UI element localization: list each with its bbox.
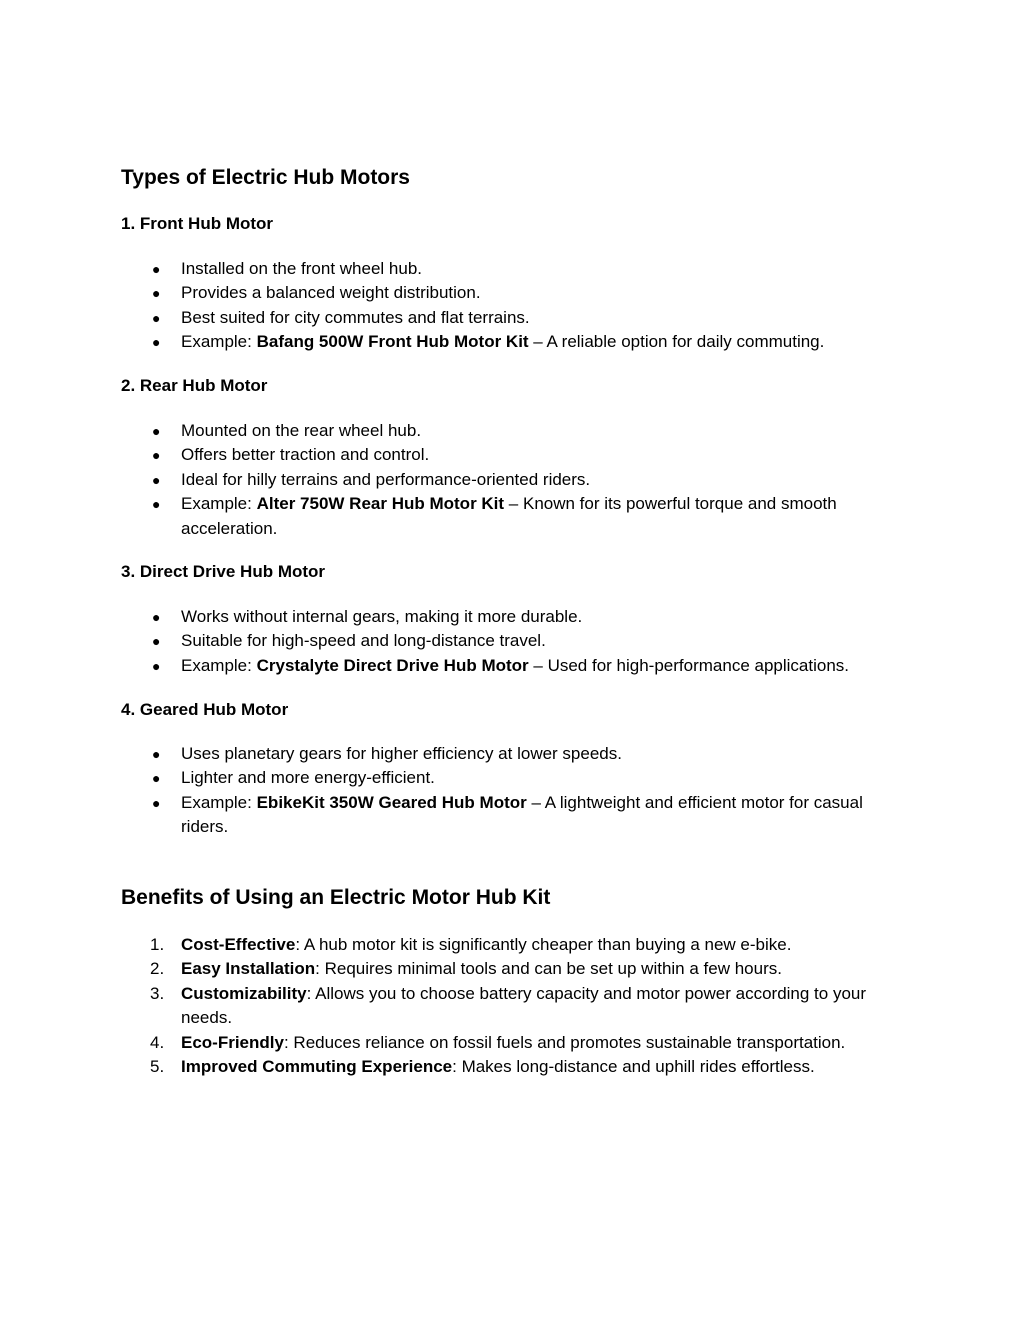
list-number: 4. xyxy=(150,1032,165,1052)
subheading-front-hub-motor: 1. Front Hub Motor xyxy=(121,214,274,233)
list-front-hub-motor xyxy=(0,257,1024,355)
list-item-example: ● Example: EbikeKit 350W Geared Hub Motor – A lightweight and efficient motor for casual riders. xyxy=(152,792,863,837)
bullet-icon: ● xyxy=(152,285,161,302)
list-item: ● Mounted on the rear wheel hub. xyxy=(0,419,911,443)
bullet-icon: ● xyxy=(152,496,161,513)
numbered-list-item: 3. Customizability: Allows you to choose battery capacity and motor power according to your needs. xyxy=(150,983,867,1028)
list-item: ● Uses planetary gears for higher efficiency at lower speeds. xyxy=(0,742,911,766)
bullet-icon: ● xyxy=(152,423,161,439)
numbered-list-item: 5. Improved Commuting Experience: Makes long-distance and uphill rides effortless. xyxy=(0,1055,911,1079)
list-number: 1. xyxy=(150,935,165,954)
product-name: Alter 750W Rear Hub Motor Kit xyxy=(256,494,505,514)
list-rear-hub-motor xyxy=(0,419,1024,541)
section-title-types: Types of Electric Hub Motors xyxy=(121,166,410,189)
list-item-example: ● Example: Alter 750W Rear Hub Motor Kit – Known for its powerful torque and smooth acceleration. xyxy=(152,494,837,538)
bullet-icon: ● xyxy=(152,794,161,811)
list-benefits xyxy=(0,933,1024,1079)
numbered-list-item: 2. Easy Installation: Requires minimal tools and can be set up within a few hours. xyxy=(0,957,911,981)
list-item: ● Offers better traction and control. xyxy=(0,443,911,467)
bullet-icon: ● xyxy=(152,746,161,762)
list-direct-drive-hub-motor xyxy=(0,605,1024,678)
subheading-rear-hub-motor: 2. Rear Hub Motor xyxy=(121,376,268,395)
bullet-icon: ● xyxy=(152,633,161,650)
subheading-geared-hub-motor: 4. Geared Hub Motor xyxy=(121,700,289,719)
list-number: 5. xyxy=(150,1057,165,1077)
product-name: Bafang 500W Front Hub Motor Kit xyxy=(256,332,529,352)
bullet-icon: ● xyxy=(152,309,161,326)
list-number: 2. xyxy=(150,959,165,979)
list-item: ● Suitable for high-speed and long-distance travel. xyxy=(0,629,911,653)
bullet-icon: ● xyxy=(152,334,161,351)
bullet-icon: ● xyxy=(152,609,161,625)
benefit-name: Eco-Friendly xyxy=(181,1032,284,1052)
list-item: ● Provides a balanced weight distribution. xyxy=(0,281,911,305)
list-item: ● Installed on the front wheel hub. xyxy=(0,257,911,281)
bullet-icon: ● xyxy=(152,770,161,787)
list-number: 3. xyxy=(150,983,165,1003)
list-item: ● Best suited for city commutes and flat terrains. xyxy=(0,306,911,330)
numbered-list-item: 4. Eco-Friendly: Reduces reliance on fossil fuels and promotes sustainable transportation. xyxy=(0,1031,911,1055)
product-name: Crystalyte Direct Drive Hub Motor xyxy=(256,655,529,675)
section-title-benefits: Benefits of Using an Electric Motor Hub Kit xyxy=(121,886,551,909)
subheading-direct-drive-hub-motor: 3. Direct Drive Hub Motor xyxy=(121,562,326,581)
list-item-example: ● Example: Bafang 500W Front Hub Motor Kit – A reliable option for daily commuting. xyxy=(0,330,911,354)
list-item: ● Works without internal gears, making it more durable. xyxy=(0,605,911,629)
benefit-name: Customizability xyxy=(181,983,307,1003)
bullet-icon: ● xyxy=(152,261,161,277)
benefit-name: Cost-Effective xyxy=(181,935,296,954)
list-item-example: ● Example: Crystalyte Direct Drive Hub Motor – Used for high-performance applications. xyxy=(0,654,911,678)
benefit-name: Improved Commuting Experience xyxy=(181,1057,453,1077)
bullet-icon: ● xyxy=(152,471,161,488)
benefit-name: Easy Installation xyxy=(181,959,316,979)
bullet-icon: ● xyxy=(152,657,161,674)
numbered-list-item: 1. Cost-Effective: A hub motor kit is significantly cheaper than buying a new e-bike. xyxy=(0,933,911,957)
list-item: ● Lighter and more energy-efficient. xyxy=(0,766,911,790)
product-name: EbikeKit 350W Geared Hub Motor xyxy=(256,792,527,812)
list-geared-hub-motor xyxy=(0,742,1024,840)
list-item: ● Ideal for hilly terrains and performance-oriented riders. xyxy=(0,468,911,492)
bullet-icon: ● xyxy=(152,447,161,464)
